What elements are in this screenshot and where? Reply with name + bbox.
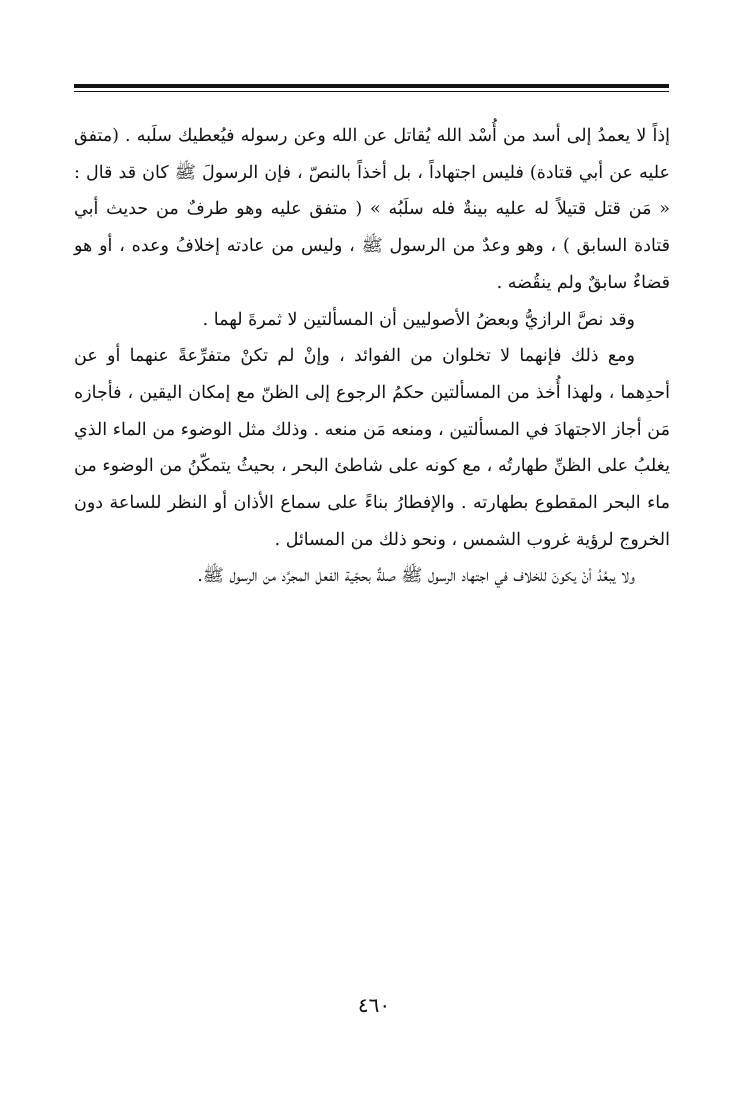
page-number: ٤٦٠ — [357, 993, 391, 1017]
header-rule-thick — [74, 84, 669, 88]
paragraph-3: ومع ذلك فإنهما لا تخلوان من الفوائد ، وإنْ لم تكنْ متفرِّعةً عنهما أو عن أحدِهما ، ولهذا أُخذ من المسألتين حكمُ الرجوع إلى الظنّ مع إمكان اليقين ، فأجازه مَن أجاز الاجتهادَ في المسألتين ، ومنعه مَن منعه . وذلك مثل الوضوء من الماء الذي يغلبُ على الظنِّ طهارتُه ، مع كونه على شاطئ البحر ، بحيثُ يتمكّنُ من الوضوء من ماء البحر المقطوع بطهارته . والإفطارُ بناءً على سماع الأذان أو النظر للساعة دون الخروج لرؤية غروب الشمس ، ونحو ذلك من المسائل . — [74, 346, 670, 550]
paragraph-2: وقد نصَّ الرازيُّ وبعضُ الأصوليين أن المسألتين لا ثمرةَ لهما . — [202, 309, 635, 330]
paragraph-4: ولا يبعُدُ أنْ يكونَ للخلاف في اجتهاد الرسول ﷺ صلةٌ بحجّية الفعل المجرَّد من الرسول ﷺ. — [197, 566, 635, 587]
body-text — [74, 118, 670, 595]
header-rule-thin — [74, 91, 669, 92]
paragraph-1: إذاً لا يعمدُ إلى أسد من أُسْد الله يُقاتل عن الله وعن رسوله فيُعطيك سلَبه . (متفق عليه عن أبي قتادة) فليس اجتهاداً ، بل أخذاً بالنصّ ، فإن الرسولَ ﷺ كان قد قال : « مَن قتل قتيلاً له عليه بينةٌ فله سلَبُه » ( متفق عليه وهو طرفٌ من حديث أبي قتادة السابق ) ، وهو وعدٌ من الرسول ﷺ ، وليس من عادته إخلافُ وعده ، أو هو قضاءٌ سابقٌ ولم ينقُضه . — [74, 126, 671, 293]
